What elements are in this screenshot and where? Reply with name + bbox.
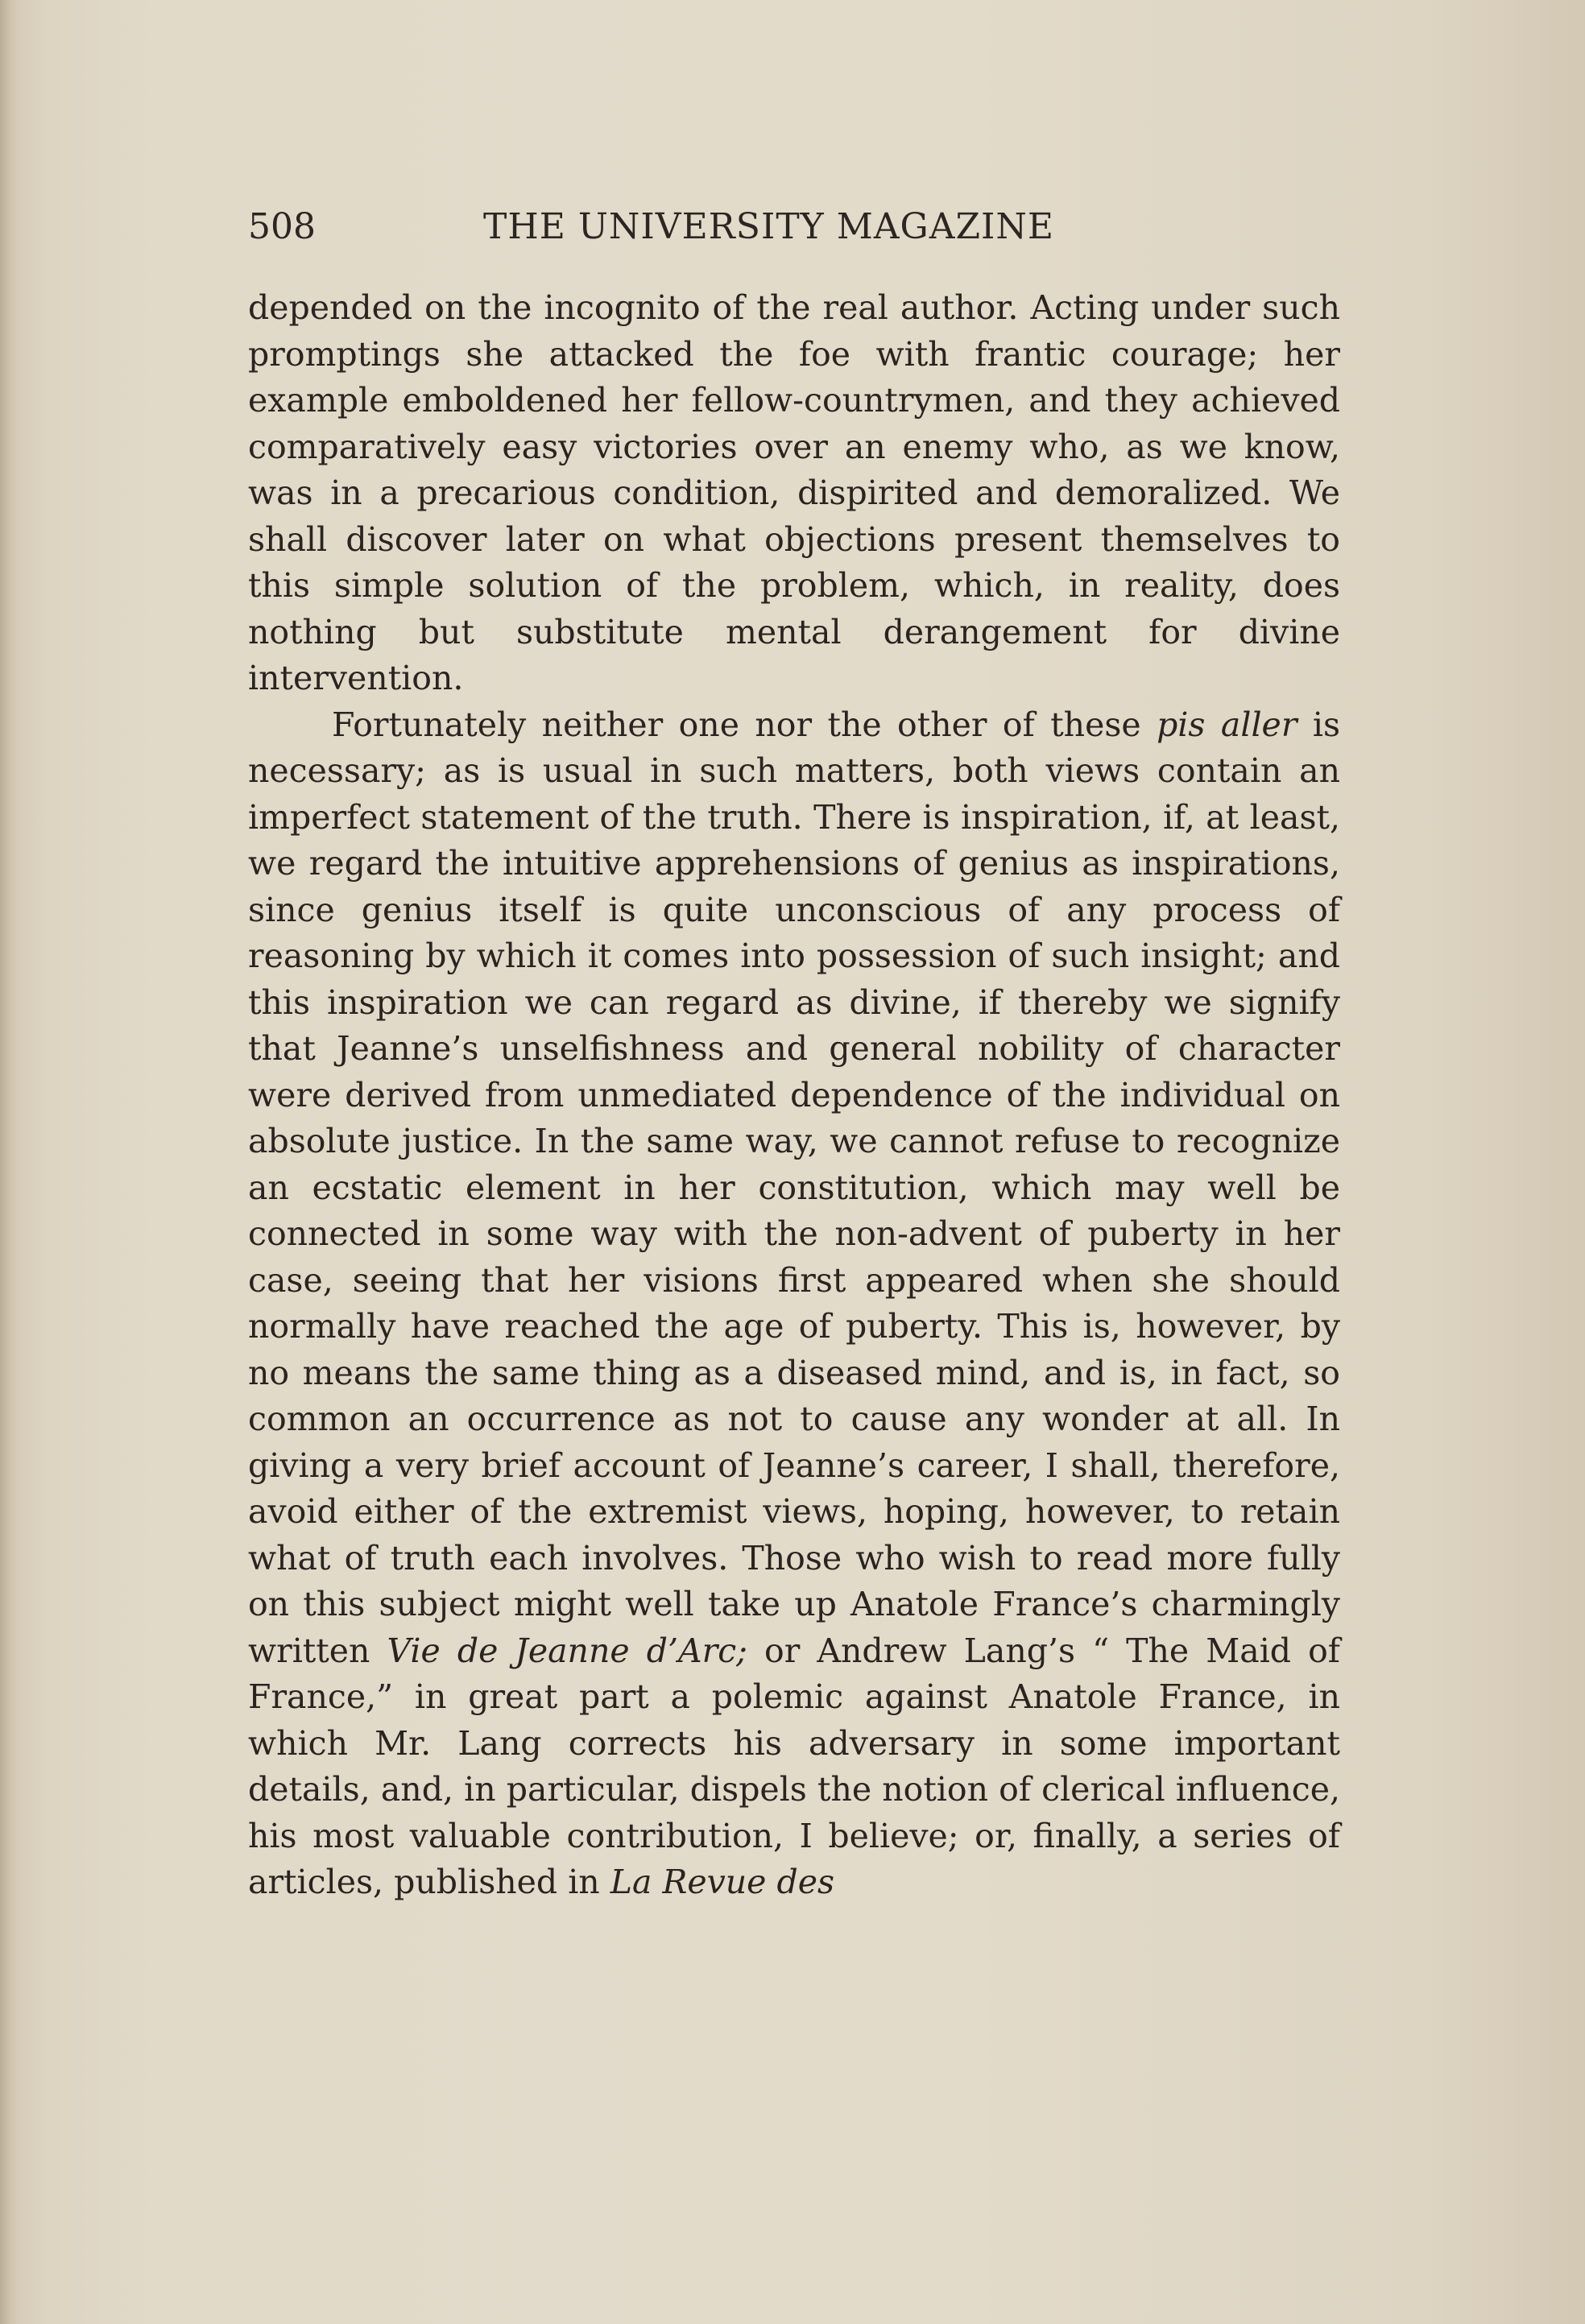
paragraph-main — [248, 702, 1340, 1906]
body-text — [248, 285, 1340, 1906]
running-head — [248, 203, 1102, 251]
paragraph-segment: is necessary; as is usual in such matters, both views contain an imperfect statement of the truth. There is inspiration, if, at least, we regard the intuitive apprehensions of genius as inspirations, since genius itself is quite unconscious of any process of reasoning by which it comes into possession of such insight; and this inspiration we can regard as divine, if thereby we signify that Jeanne’s unselfishness and general nobility of character were derived from unmediated dependence of the individual on absolute justice. In the same way, we cannot refuse to recognize an ecstatic element in her constitution, which may well be connected in some way with the non-advent of puberty in her case, seeing that her visions first appeared when she should normally have reached the age of puberty. This is, however, by no means the same thing as a diseased mind, and is, in fact, so common an occurrence as not to cause any wonder at all. In giving a very brief account of Jeanne’s career, I shall, therefore, avoid either of the extremist views, hoping, however, to retain what of truth each involves. Those who wish to read more fully on this subject might well take up Anatole France’s charmingly written — [248, 705, 1340, 1670]
italic-phrase: pis aller — [1157, 705, 1297, 744]
page-gutter-shadow — [0, 0, 18, 2324]
paragraph-segment: or Andrew Lang’s “ The Maid of France,” in great part a polemic against Anatole France, in which Mr. Lang corrects his adversary in some important details, and, in particular, dispels the notion of clerical influence, his most valuable contribution, I believe; or, finally, a series of articles, published in — [248, 1631, 1340, 1901]
journal-title: THE UNIVERSITY MAGAZINE — [483, 206, 1055, 247]
page-number: 508 — [248, 206, 316, 247]
italic-title: La Revue des — [610, 1863, 835, 1901]
italic-title: Vie de Jeanne d’Arc; — [387, 1631, 747, 1670]
paragraph-continuation: depended on the incognito of the real author. Acting under such promptings she attacked the foe with frantic courage; her example emboldened her fellow-countrymen, and they achieved comparatively easy victories over an enemy who, as we know, was in a precarious condition, dispirited and demoralized. We shall discover later on what objections present themselves to this simple solution of the problem, which, in reality, does nothing but substitute mental derangement for divine intervention. — [248, 288, 1340, 697]
paragraph-segment: Fortunately neither one nor the other of these — [332, 705, 1157, 744]
